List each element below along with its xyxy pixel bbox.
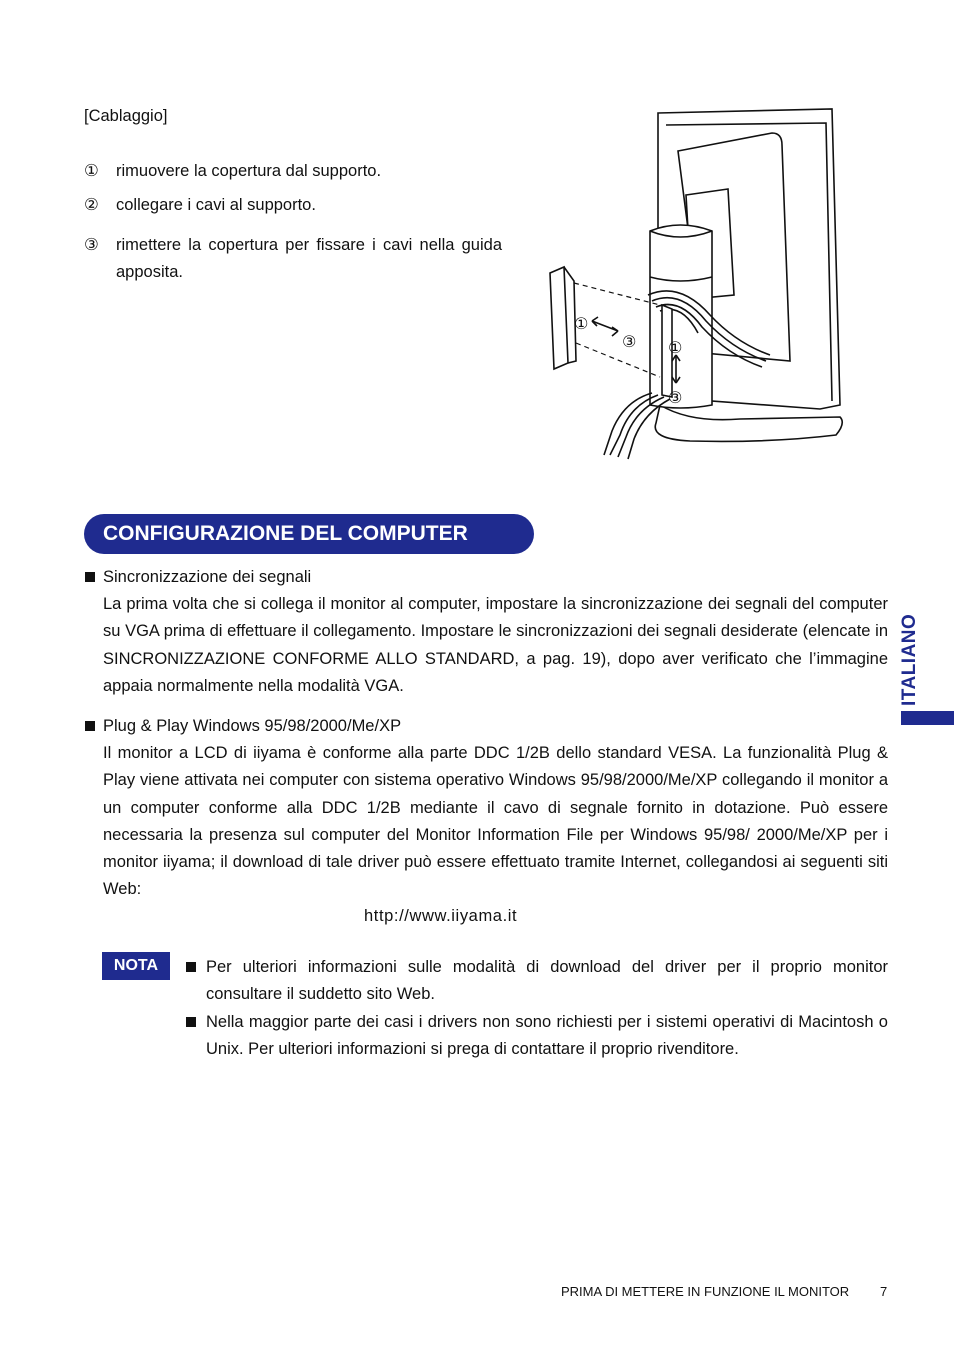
figure-label-3: ③: [622, 332, 637, 351]
section-heading: [84, 514, 534, 554]
figure-label-1: ①: [574, 314, 589, 333]
step-number: ③: [84, 236, 99, 254]
section-heading-text: CONFIGURAZIONE DEL COMPUTER: [103, 522, 468, 545]
cabling-step-3: [84, 232, 502, 287]
pnp-title: Plug & Play Windows 95/98/2000/Me/XP: [103, 717, 402, 735]
monitor-cabling-illustration: [540, 105, 850, 460]
step-text: collegare i cavi al supporto.: [116, 196, 316, 214]
sync-title: Sincronizzazione dei segnali: [103, 568, 312, 586]
bullet-icon: [186, 962, 196, 972]
nota-badge: [102, 952, 170, 980]
language-tab-bar: [901, 711, 954, 725]
page-number: 7: [880, 1284, 888, 1299]
bullet-icon: [85, 572, 95, 582]
bullet-icon: [186, 1017, 196, 1027]
figure-label-3-vertical: ③: [668, 388, 683, 407]
bullet-icon: [85, 721, 95, 731]
step-text: rimuovere la copertura dal supporto.: [116, 162, 382, 180]
step-number: ①: [84, 162, 99, 180]
cabling-step-1: [84, 158, 502, 185]
step-text: rimettere la copertura per fissare i cavi nella guida apposita.: [116, 236, 502, 282]
footer-title: PRIMA DI METTERE IN FUNZIONE IL MONITOR: [561, 1284, 850, 1299]
nota-badge-text: NOTA: [113, 957, 159, 974]
cabling-title: [Cablaggio]: [84, 107, 168, 125]
cabling-step-2: [84, 192, 502, 219]
language-tab-label: ITALIANO: [899, 613, 920, 706]
pnp-body: Il monitor a LCD di iiyama è conforme alla parte DDC 1/2B dello standard VESA. La funzionalità Plug & Play viene attivata nei computer con sistema operativo Windows 95/98/2000/Me/XP collegando il monitor a un computer conforme alla DDC 1/2B mediante il cavo di segnale fornito in dotazione. Può essere necessaria la presenza sul computer del Monitor Information File per Windows 95/98/ 2000/Me/XP per i monitor iiyama; il download di tale driver può essere effettuato tramite Internet, collegandosi ai seguenti siti Web:: [103, 744, 888, 899]
step-number: ②: [84, 196, 99, 214]
note-item-1: Per ulteriori informazioni sulle modalità di download del driver per il proprio monitor consultare il suddetto sito Web.: [206, 958, 888, 1004]
iiyama-url: http://www.iiyama.it: [364, 907, 518, 925]
sync-body: La prima volta che si collega il monitor al computer, impostare la sincronizzazione dei segnali del computer su VGA prima di effettuare il collegamento. Impostare le sincronizzazioni dei segnali desiderate (elencate in SINCRONIZZAZIONE CONFORME ALLO STANDARD, a pag. 19), dopo aver verificato che l’immagine appaia normalmente nella modalità VGA.: [103, 595, 888, 695]
note-item-2: Nella maggior parte dei casi i drivers non sono richiesti per i sistemi operativi di Macintosh o Unix. Per ulteriori informazioni si prega di contattare il proprio rivenditore.: [206, 1013, 888, 1059]
figure-label-1-vertical: ①: [668, 338, 683, 357]
